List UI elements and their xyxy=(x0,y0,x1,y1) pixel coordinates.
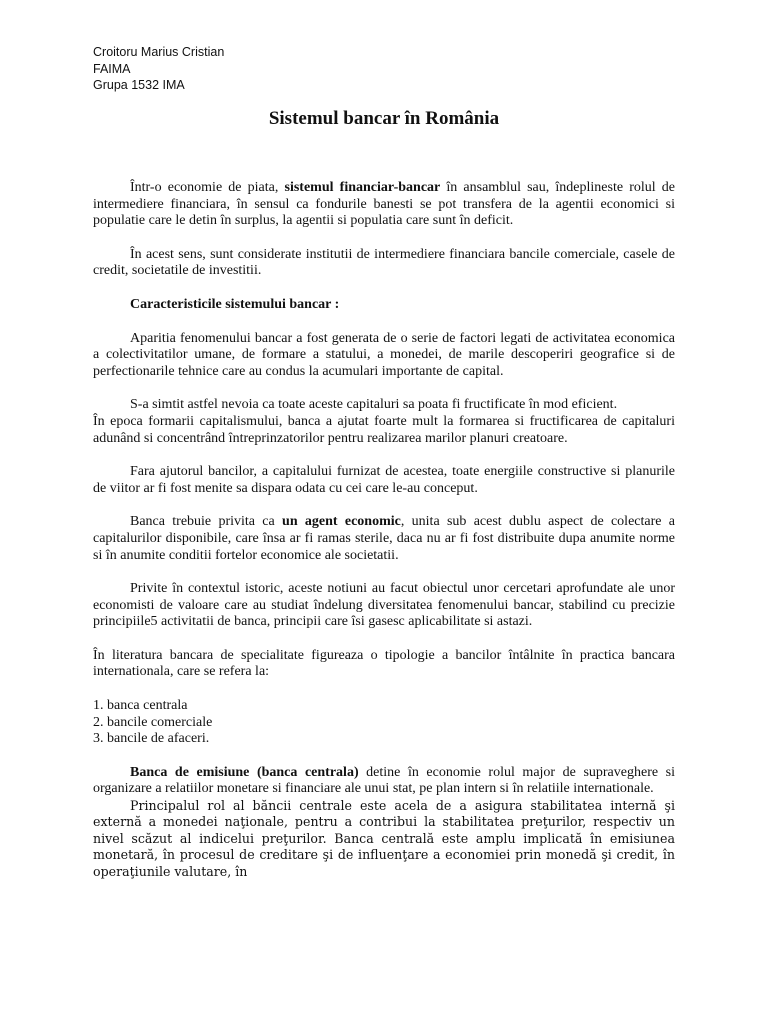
paragraph: Aparitia fenomenului bancar a fost generata de o serie de factori legati de activitatea economica a colectivitatilor umane, de formare a statului, a monedei, de marile descoperiri geografice si de perfectionarile tehnice care au condus la acumulari importante de capital. xyxy=(93,330,675,379)
list-item: 2. bancile comerciale xyxy=(93,714,213,730)
list-item: 1. banca centrala xyxy=(93,698,188,714)
faculty: FAIMA xyxy=(93,61,131,76)
paragraph: S-a simtit astfel nevoia ca toate aceste capitaluri sa poata fi fructificate în mod eficient. xyxy=(130,397,618,413)
bank-type-list xyxy=(93,698,675,748)
paragraph: Banca de emisiune (banca centrala) detine în economie rolul major de supraveghere si organizare a relatiilor monetare si financiare ale unui stat, pe plan intern si în relatiile internationale. xyxy=(93,764,675,797)
list-item: 3. bancile de afaceri. xyxy=(93,731,210,747)
bold-term: un agent economic xyxy=(282,514,401,530)
paragraph: În acest sens, sunt considerate institutii de intermediere financiara bancile comerciale, casele de credit, societatile de investitii. xyxy=(93,246,675,279)
author-header xyxy=(93,44,224,94)
author-name: Croitoru Marius Cristian xyxy=(93,45,225,59)
document-title: Sistemul bancar în România xyxy=(268,108,500,129)
paragraph: În epoca formarii capitalismului, banca a ajutat foarte mult la formarea si fructificarea de capitaluri adunând si concentrând întreprinzatorilor pentru realizarea marilor planuri creatoare. xyxy=(93,413,675,446)
paragraph: Banca trebuie privita ca un agent economic, unita sub acest dublu aspect de colectare a capitalurilor disponibile, care însa ar fi ramas sterile, daca nu ar fi fost distribuite dupa anumite norme si în anumite conditii fortelor economice ale societatii. xyxy=(93,514,675,563)
paragraph: În literatura bancara de specialitate figureaza o tipologie a bancilor întâlnite în practica bancara internationala, care se refera la: xyxy=(93,647,675,680)
paragraph: Fara ajutorul bancilor, a capitalului furnizat de acestea, toate energiile constructive si planurile de viitor ar fi fost menite sa dispara odata cu cei care le-au conceput. xyxy=(93,464,675,496)
paragraph: Principalul rol al băncii centrale este acela de a asigura stabilitatea internă şi externă a monedei naţionale, pentru a contribui la stabilitatea preţurilor, respectiv un nivel scăzut al indicelui preţurilor. Banca centrală este amplu implicată în emisiunea monetară, în procesul de creditare şi de influenţare a economiei prin monedă şi credit, în operaţiunile valutare, în xyxy=(93,798,675,879)
document-body xyxy=(93,180,675,880)
bold-term: Banca de emisiune (banca centrala) xyxy=(130,764,359,780)
bold-term: sistemul financiar-bancar xyxy=(284,180,441,195)
group: Grupa 1532 IMA xyxy=(93,78,185,92)
paragraph: Privite în contextul istoric, aceste notiuni au facut obiectul unor cercetari aprofundate ale unor economisti de valoare care au studiat îndelung diversitatea fenomenului bancar, stabilind cu precizie principiile5 activitatii de banca, principii care îsi gasesc aplicabilitate si astazi. xyxy=(93,581,675,630)
section-heading: Caracteristicile sistemului bancar : xyxy=(130,296,340,312)
paragraph-intro: Într-o economie de piata, sistemul financiar-bancar în ansamblul sau, îndeplineste rolul de intermediere financiara, în sensul ca fondurile banesti se pot transfera de la agentii economici si populatie care le detin în surplus, la agentii si populatia care sunt în deficit. xyxy=(93,180,676,229)
